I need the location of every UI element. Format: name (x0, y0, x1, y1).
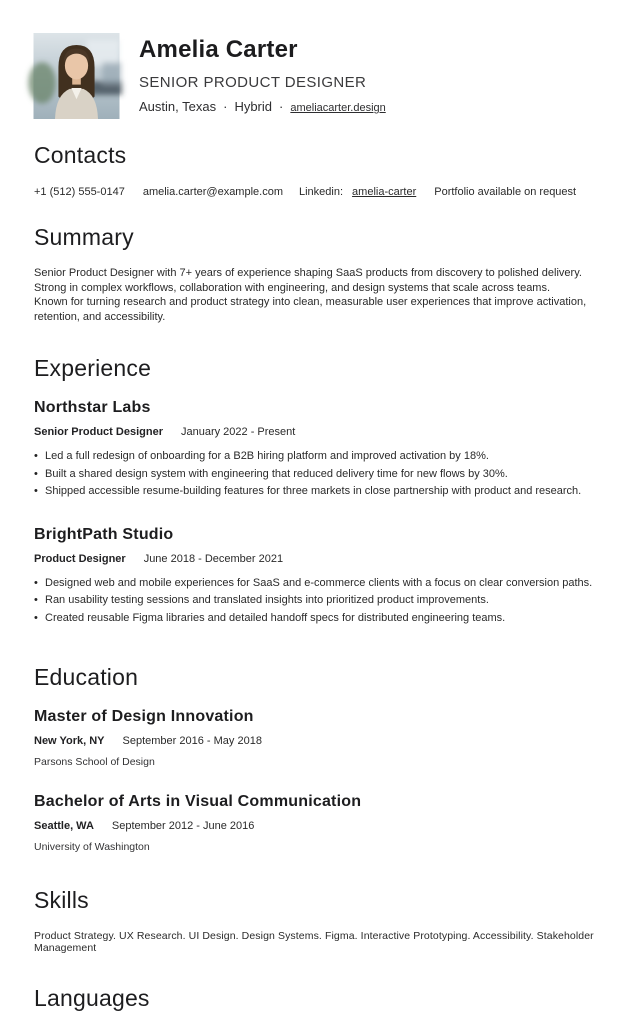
bullet-item: • Built a shared design system with engineering that reduced delivery time for new flows by 30%. (34, 466, 600, 484)
experience-heading: Experience (34, 355, 152, 381)
phone-number: +1 (512) 555-0147 (34, 186, 125, 198)
linkedin-label: Linkedin: (299, 186, 344, 198)
dot-separator: · (223, 99, 228, 114)
skills-list: Product Strategy. UX Research. UI Design. Design Systems. Figma. Interactive Prototyping. Accessibility. Stakeholder Management (34, 930, 594, 954)
degree-title: Bachelor of Arts in Visual Communication (34, 793, 362, 810)
education-entry (34, 793, 600, 853)
degree-location: New York, NY (34, 735, 105, 747)
company-name: Northstar Labs (34, 399, 151, 416)
date-range: September 2016 - May 2018 (122, 735, 262, 747)
location-date-row (34, 735, 600, 747)
role-date-row (34, 553, 600, 565)
resume-header (34, 33, 600, 119)
summary-paragraph: Senior Product Designer with 7+ years of experience shaping SaaS products from discovery to polished delivery. Strong in complex workflows, collaboration with engineering, and design systems that scale across teams. (34, 267, 582, 294)
bullet-item: • Created reusable Figma libraries and detailed handoff specs for distributed engineering teams. (34, 610, 600, 628)
school-name: University of Washington (34, 841, 150, 853)
date-range: January 2022 - Present (180, 426, 296, 438)
education-entry (34, 708, 600, 768)
bullet-item: • Shipped accessible resume-building features for three markets in close partnership with product and research. (34, 483, 600, 501)
candidate-name: Amelia Carter (139, 36, 298, 63)
experience-entry (34, 526, 600, 628)
bullet-item: • Led a full redesign of onboarding for a B2B hiring platform and improved activation by 18%. (34, 448, 600, 466)
section-experience (34, 355, 600, 627)
summary-paragraph: Known for turning research and product strategy into clean, measurable user experiences that improve activation, retention, and accessibility. (34, 296, 587, 323)
section-contacts (34, 142, 600, 198)
languages-heading: Languages (34, 985, 150, 1011)
skills-heading: Skills (34, 887, 89, 913)
degree-location: Seattle, WA (34, 820, 94, 832)
linkedin-link[interactable]: amelia-carter (352, 186, 417, 198)
school-name: Parsons School of Design (34, 756, 155, 768)
location-line (139, 99, 386, 114)
section-skills (34, 887, 600, 954)
role-date-row (34, 426, 600, 438)
website-link[interactable]: ameliacarter.design (290, 102, 386, 114)
portfolio-note: Portfolio available on request (434, 186, 577, 198)
degree-title: Master of Design Innovation (34, 708, 254, 725)
bullet-item: • Designed web and mobile experiences for SaaS and e-commerce clients with a focus on clear conversion paths. (34, 575, 600, 593)
experience-entry (34, 399, 600, 501)
company-name: BrightPath Studio (34, 525, 174, 543)
education-heading: Education (34, 664, 139, 690)
contact-row (34, 186, 600, 198)
role-title: Product Designer (34, 552, 126, 565)
summary-text (34, 266, 600, 324)
date-range: September 2012 - June 2016 (111, 820, 255, 832)
experience-bullets (34, 448, 600, 501)
section-education (34, 664, 600, 853)
experience-bullets (34, 575, 600, 628)
contacts-heading: Contacts (34, 142, 127, 168)
candidate-title: SENIOR PRODUCT DESIGNER (139, 74, 367, 91)
location-text: Austin, Texas (139, 99, 217, 114)
section-languages (34, 985, 600, 1012)
profile-photo (34, 33, 119, 119)
dot-separator: · (279, 99, 284, 114)
email-address: amelia.carter@example.com (142, 186, 283, 198)
date-range: June 2018 - December 2021 (143, 552, 284, 565)
bullet-item: • Ran usability testing sessions and translated insights into prioritized product improvements. (34, 592, 600, 610)
summary-heading: Summary (34, 224, 134, 250)
role-title: Senior Product Designer (34, 426, 163, 438)
section-summary (34, 224, 600, 324)
location-date-row (34, 820, 600, 832)
header-text (139, 33, 386, 114)
work-mode: Hybrid (234, 99, 273, 114)
